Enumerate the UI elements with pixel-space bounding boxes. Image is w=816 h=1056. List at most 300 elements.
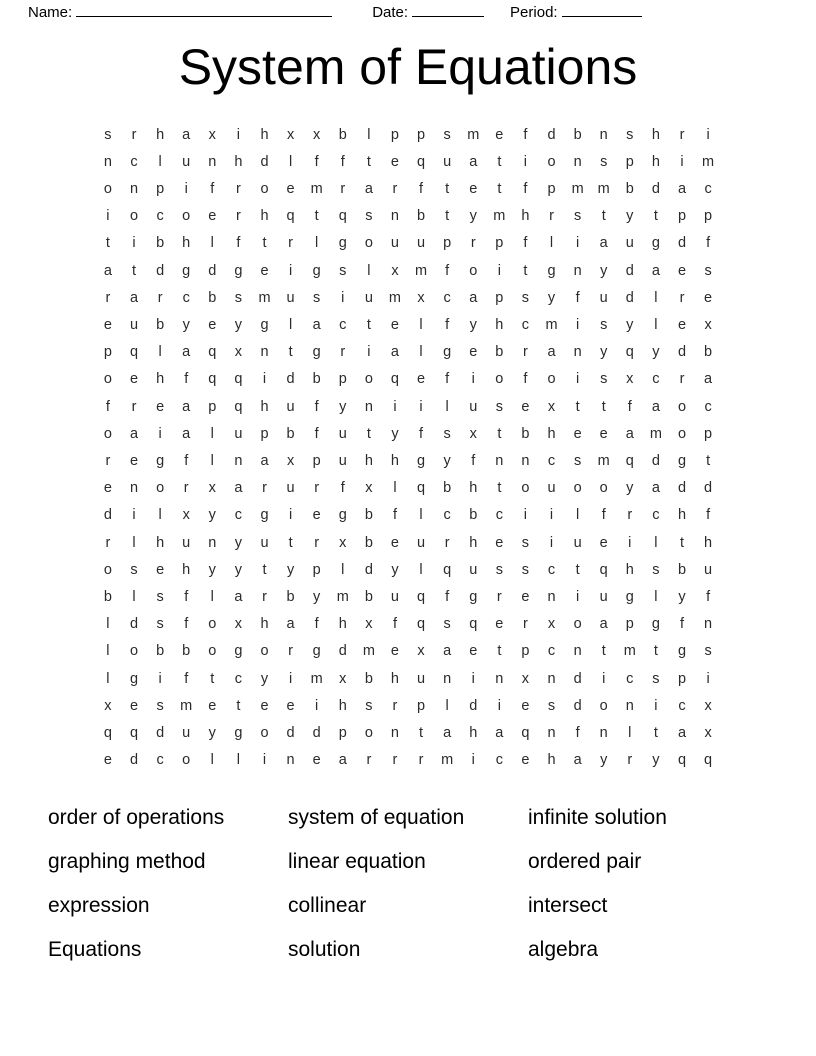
letter-cell[interactable]: t	[210, 670, 215, 687]
letter-cell[interactable]: u	[338, 452, 347, 469]
letter-cell[interactable]: t	[679, 534, 684, 551]
letter-cell[interactable]: o	[260, 643, 269, 660]
letter-cell[interactable]: g	[156, 452, 165, 469]
letter-cell[interactable]: t	[653, 208, 658, 225]
letter-cell[interactable]: a	[286, 616, 295, 633]
letter-cell[interactable]: a	[547, 344, 556, 361]
letter-cell[interactable]: r	[523, 616, 528, 633]
letter-cell[interactable]: f	[184, 670, 189, 687]
letter-cell[interactable]: t	[445, 208, 450, 225]
letter-cell[interactable]: y	[391, 561, 399, 578]
letter-cell[interactable]: l	[419, 561, 423, 578]
letter-cell[interactable]: o	[364, 371, 373, 388]
letter-cell[interactable]: r	[314, 480, 320, 497]
letter-cell[interactable]: e	[495, 126, 504, 143]
letter-cell[interactable]: p	[704, 425, 713, 442]
letter-cell[interactable]: x	[704, 697, 712, 714]
letter-cell[interactable]: o	[677, 398, 687, 415]
letter-cell[interactable]: x	[469, 425, 477, 442]
letter-cell[interactable]: t	[601, 398, 606, 415]
letter-cell[interactable]: l	[575, 507, 580, 524]
letter-cell[interactable]: a	[495, 724, 504, 741]
letter-cell[interactable]: m	[571, 180, 584, 197]
letter-cell[interactable]: n	[573, 643, 582, 660]
letter-cell[interactable]: g	[417, 452, 426, 469]
letter-cell[interactable]: a	[651, 480, 660, 497]
letter-cell[interactable]: b	[443, 480, 452, 497]
letter-cell[interactable]: f	[314, 153, 319, 170]
letter-cell[interactable]: n	[704, 616, 713, 633]
letter-cell[interactable]: u	[260, 534, 269, 551]
letter-cell[interactable]: f	[314, 425, 319, 442]
letter-cell[interactable]: x	[704, 316, 712, 333]
letter-cell[interactable]: h	[469, 724, 478, 741]
letter-cell[interactable]: g	[338, 507, 347, 524]
letter-cell[interactable]: t	[497, 425, 502, 442]
letter-cell[interactable]: h	[469, 534, 478, 551]
letter-cell[interactable]: p	[338, 724, 347, 741]
letter-cell[interactable]: d	[364, 561, 373, 578]
letter-cell[interactable]: s	[495, 561, 503, 578]
letter-cell[interactable]: e	[704, 289, 713, 306]
letter-cell[interactable]: t	[706, 452, 711, 469]
letter-cell[interactable]: s	[547, 697, 556, 714]
letter-cell[interactable]: a	[677, 180, 687, 197]
letter-cell[interactable]: f	[601, 507, 606, 524]
letter-cell[interactable]: d	[260, 153, 269, 170]
letter-cell[interactable]: s	[600, 371, 608, 388]
letter-cell[interactable]: a	[182, 425, 191, 442]
letter-cell[interactable]: b	[625, 180, 634, 197]
letter-cell[interactable]: r	[679, 126, 685, 143]
letter-cell[interactable]: l	[654, 316, 658, 333]
letter-cell[interactable]: u	[286, 289, 295, 306]
letter-cell[interactable]: y	[339, 398, 347, 415]
letter-cell[interactable]: b	[573, 126, 582, 143]
letter-cell[interactable]: n	[103, 153, 112, 170]
letter-cell[interactable]: e	[417, 371, 426, 388]
letter-cell[interactable]: b	[208, 289, 217, 306]
letter-cell[interactable]: y	[626, 480, 634, 497]
letter-cell[interactable]: h	[651, 153, 660, 170]
letter-cell[interactable]: o	[364, 235, 373, 252]
letter-cell[interactable]: e	[573, 425, 582, 442]
letter-cell[interactable]: b	[417, 208, 426, 225]
letter-cell[interactable]: u	[469, 561, 478, 578]
letter-cell[interactable]: n	[599, 126, 608, 143]
letter-cell[interactable]: s	[521, 534, 530, 551]
letter-cell[interactable]: a	[704, 371, 713, 388]
letter-cell[interactable]: m	[623, 643, 636, 660]
letter-cell[interactable]: r	[627, 507, 633, 524]
letter-cell[interactable]: e	[469, 344, 478, 361]
letter-cell[interactable]: i	[549, 507, 554, 524]
letter-cell[interactable]: y	[600, 262, 608, 279]
letter-cell[interactable]: o	[547, 371, 556, 388]
letter-cell[interactable]: y	[391, 425, 399, 442]
letter-cell[interactable]: f	[445, 316, 450, 333]
letter-cell[interactable]: x	[521, 670, 530, 687]
letter-cell[interactable]: l	[393, 480, 397, 497]
letter-cell[interactable]: f	[445, 371, 450, 388]
letter-cell[interactable]: g	[677, 643, 687, 660]
letter-cell[interactable]: r	[105, 289, 111, 306]
letter-cell[interactable]: p	[103, 344, 112, 361]
word-list-item[interactable]: system of equation	[288, 806, 465, 830]
letter-cell[interactable]: h	[625, 561, 634, 578]
letter-cell[interactable]: t	[366, 316, 371, 333]
letter-cell[interactable]: g	[312, 643, 321, 660]
letter-cell[interactable]: e	[521, 752, 530, 769]
letter-cell[interactable]: x	[313, 126, 321, 143]
letter-cell[interactable]: c	[130, 153, 138, 170]
letter-cell[interactable]: i	[523, 153, 528, 170]
period-field[interactable]	[510, 3, 642, 21]
letter-cell[interactable]: o	[364, 724, 373, 741]
letter-cell[interactable]: c	[234, 670, 243, 687]
letter-cell[interactable]: a	[312, 316, 321, 333]
letter-cell[interactable]: u	[182, 153, 191, 170]
letter-cell[interactable]: y	[626, 208, 634, 225]
letter-cell[interactable]: i	[471, 752, 475, 769]
letter-cell[interactable]: f	[184, 616, 189, 633]
letter-cell[interactable]: b	[103, 588, 112, 605]
letter-cell[interactable]: h	[260, 126, 269, 143]
letter-cell[interactable]: n	[625, 697, 634, 714]
letter-cell[interactable]: q	[417, 588, 426, 605]
letter-cell[interactable]: l	[158, 507, 162, 524]
letter-cell[interactable]: g	[677, 452, 687, 469]
letter-cell[interactable]: u	[599, 289, 608, 306]
letter-cell[interactable]: i	[262, 371, 267, 388]
letter-cell[interactable]: f	[184, 452, 189, 469]
letter-cell[interactable]: s	[600, 316, 608, 333]
letter-cell[interactable]: q	[103, 724, 112, 741]
letter-cell[interactable]: g	[651, 235, 660, 252]
letter-cell[interactable]: h	[156, 534, 165, 551]
letter-cell[interactable]: i	[288, 507, 293, 524]
letter-cell[interactable]: p	[495, 289, 504, 306]
letter-cell[interactable]: a	[103, 262, 112, 279]
letter-cell[interactable]: f	[523, 126, 528, 143]
letter-cell[interactable]: n	[234, 452, 243, 469]
letter-cell[interactable]: y	[260, 670, 269, 687]
letter-cell[interactable]: a	[129, 289, 139, 306]
letter-cell[interactable]: r	[627, 752, 633, 769]
letter-cell[interactable]: r	[392, 697, 398, 714]
letter-cell[interactable]: i	[132, 507, 136, 524]
letter-cell[interactable]: f	[419, 180, 424, 197]
letter-cell[interactable]: r	[523, 344, 528, 361]
letter-cell[interactable]: f	[706, 235, 711, 252]
letter-cell[interactable]: y	[234, 316, 243, 333]
letter-cell[interactable]: d	[625, 262, 634, 279]
letter-cell[interactable]: p	[625, 616, 634, 633]
letter-cell[interactable]: e	[208, 316, 217, 333]
letter-cell[interactable]: e	[390, 643, 399, 660]
letter-cell[interactable]: x	[339, 670, 347, 687]
letter-cell[interactable]: y	[652, 752, 660, 769]
letter-cell[interactable]: g	[469, 588, 478, 605]
letter-cell[interactable]: y	[286, 561, 295, 578]
letter-cell[interactable]: i	[236, 126, 240, 143]
letter-cell[interactable]: p	[417, 697, 426, 714]
letter-cell[interactable]: i	[549, 534, 554, 551]
letter-cell[interactable]: n	[286, 752, 295, 769]
letter-cell[interactable]: i	[471, 670, 475, 687]
letter-cell[interactable]: m	[415, 262, 428, 279]
letter-cell[interactable]: b	[521, 425, 530, 442]
letter-cell[interactable]: c	[626, 670, 634, 687]
letter-cell[interactable]: c	[495, 752, 503, 769]
letter-cell[interactable]: b	[364, 507, 373, 524]
letter-cell[interactable]: q	[599, 561, 608, 578]
letter-cell[interactable]: p	[156, 180, 165, 197]
letter-cell[interactable]: y	[626, 316, 634, 333]
letter-cell[interactable]: n	[260, 344, 269, 361]
letter-cell[interactable]: b	[338, 126, 347, 143]
letter-cell[interactable]: g	[260, 507, 269, 524]
letter-cell[interactable]: a	[364, 180, 373, 197]
letter-cell[interactable]: o	[103, 180, 112, 197]
letter-cell[interactable]: a	[390, 344, 399, 361]
letter-cell[interactable]: o	[182, 752, 191, 769]
letter-cell[interactable]: c	[156, 752, 164, 769]
letter-cell[interactable]: b	[677, 561, 687, 578]
letter-cell[interactable]: r	[314, 534, 320, 551]
letter-cell[interactable]: x	[208, 126, 216, 143]
letter-cell[interactable]: e	[103, 480, 112, 497]
word-list-item[interactable]: intersect	[528, 894, 608, 918]
letter-cell[interactable]: l	[106, 616, 110, 633]
letter-cell[interactable]: u	[338, 425, 347, 442]
letter-cell[interactable]: l	[654, 289, 658, 306]
letter-cell[interactable]: l	[106, 670, 110, 687]
letter-cell[interactable]: y	[600, 344, 608, 361]
word-list-item[interactable]: expression	[48, 894, 150, 918]
letter-cell[interactable]: f	[314, 398, 319, 415]
letter-cell[interactable]: s	[234, 289, 243, 306]
word-list-item[interactable]: order of operations	[48, 806, 225, 830]
letter-cell[interactable]: e	[156, 561, 165, 578]
letter-cell[interactable]: g	[129, 670, 139, 687]
letter-cell[interactable]: l	[549, 235, 554, 252]
letter-cell[interactable]: f	[627, 398, 632, 415]
letter-cell[interactable]: d	[208, 262, 217, 279]
letter-cell[interactable]: s	[104, 126, 112, 143]
letter-cell[interactable]: d	[677, 344, 687, 361]
name-input-rule[interactable]	[76, 3, 332, 17]
letter-cell[interactable]: i	[132, 235, 136, 252]
letter-cell[interactable]: q	[443, 561, 452, 578]
letter-cell[interactable]: r	[392, 752, 398, 769]
letter-cell[interactable]: i	[497, 697, 501, 714]
letter-cell[interactable]: u	[182, 534, 191, 551]
letter-cell[interactable]: i	[315, 697, 319, 714]
letter-cell[interactable]: m	[702, 153, 715, 170]
word-list-item[interactable]: Equations	[48, 938, 142, 962]
letter-cell[interactable]: x	[234, 344, 243, 361]
letter-cell[interactable]: e	[677, 316, 687, 333]
letter-cell[interactable]: t	[366, 153, 371, 170]
letter-cell[interactable]: f	[210, 180, 215, 197]
letter-cell[interactable]: o	[260, 724, 269, 741]
letter-cell[interactable]: y	[469, 316, 477, 333]
letter-cell[interactable]: p	[208, 398, 217, 415]
letter-cell[interactable]: f	[523, 180, 528, 197]
letter-cell[interactable]: l	[158, 344, 162, 361]
letter-cell[interactable]: p	[260, 425, 269, 442]
letter-cell[interactable]: n	[495, 452, 504, 469]
letter-cell[interactable]: q	[129, 344, 139, 361]
letter-cell[interactable]: p	[677, 670, 687, 687]
letter-cell[interactable]: o	[103, 371, 112, 388]
word-list-item[interactable]: algebra	[528, 938, 599, 962]
letter-cell[interactable]: s	[600, 153, 608, 170]
letter-cell[interactable]: h	[547, 752, 556, 769]
letter-cell[interactable]: r	[157, 289, 163, 306]
letter-cell[interactable]: o	[182, 208, 191, 225]
letter-cell[interactable]: s	[652, 561, 660, 578]
letter-cell[interactable]: n	[129, 180, 139, 197]
letter-cell[interactable]: e	[390, 316, 399, 333]
letter-cell[interactable]: t	[601, 643, 606, 660]
letter-cell[interactable]: b	[364, 534, 373, 551]
letter-cell[interactable]: e	[129, 452, 139, 469]
letter-cell[interactable]: t	[575, 561, 580, 578]
letter-cell[interactable]: u	[417, 670, 426, 687]
letter-cell[interactable]: n	[573, 153, 582, 170]
letter-cell[interactable]: n	[390, 208, 399, 225]
letter-cell[interactable]: o	[129, 208, 139, 225]
letter-cell[interactable]: u	[286, 398, 295, 415]
letter-cell[interactable]: a	[677, 724, 687, 741]
letter-cell[interactable]: n	[573, 344, 582, 361]
letter-cell[interactable]: a	[443, 643, 452, 660]
word-list-item[interactable]: graphing method	[48, 850, 206, 874]
letter-cell[interactable]: s	[365, 208, 373, 225]
letter-cell[interactable]: g	[312, 262, 321, 279]
letter-cell[interactable]: f	[340, 153, 345, 170]
letter-cell[interactable]: e	[260, 697, 269, 714]
letter-cell[interactable]: p	[547, 180, 556, 197]
letter-cell[interactable]: u	[286, 480, 295, 497]
letter-cell[interactable]: a	[338, 752, 347, 769]
letter-cell[interactable]: r	[340, 180, 346, 197]
letter-cell[interactable]: r	[340, 344, 346, 361]
letter-cell[interactable]: h	[547, 425, 556, 442]
letter-cell[interactable]: d	[286, 724, 295, 741]
letter-cell[interactable]: d	[625, 289, 634, 306]
letter-cell[interactable]: b	[704, 344, 713, 361]
letter-cell[interactable]: y	[678, 588, 686, 605]
letter-cell[interactable]: x	[365, 616, 373, 633]
letter-cell[interactable]: q	[469, 616, 478, 633]
letter-cell[interactable]: a	[182, 344, 191, 361]
letter-cell[interactable]: i	[497, 262, 501, 279]
letter-cell[interactable]: h	[260, 398, 269, 415]
letter-cell[interactable]: f	[340, 480, 345, 497]
letter-cell[interactable]: o	[495, 371, 504, 388]
letter-cell[interactable]: h	[469, 480, 478, 497]
letter-cell[interactable]: e	[495, 534, 504, 551]
letter-cell[interactable]: p	[625, 153, 634, 170]
letter-cell[interactable]: s	[495, 398, 503, 415]
letter-cell[interactable]: l	[419, 507, 423, 524]
letter-cell[interactable]: f	[392, 616, 397, 633]
letter-cell[interactable]: a	[651, 398, 660, 415]
letter-cell[interactable]: t	[314, 208, 319, 225]
letter-cell[interactable]: c	[234, 507, 243, 524]
letter-cell[interactable]: c	[704, 398, 712, 415]
letter-cell[interactable]: e	[521, 697, 530, 714]
letter-cell[interactable]: d	[573, 670, 582, 687]
letter-cell[interactable]: y	[182, 316, 190, 333]
letter-cell[interactable]: u	[599, 588, 608, 605]
letter-cell[interactable]: q	[234, 371, 243, 388]
letter-cell[interactable]: s	[521, 289, 530, 306]
letter-cell[interactable]: h	[390, 670, 399, 687]
letter-cell[interactable]: t	[288, 534, 293, 551]
letter-cell[interactable]: m	[258, 289, 271, 306]
letter-cell[interactable]: m	[597, 452, 610, 469]
letter-cell[interactable]: g	[625, 588, 634, 605]
letter-cell[interactable]: l	[419, 316, 423, 333]
letter-cell[interactable]: g	[547, 262, 556, 279]
letter-cell[interactable]: i	[367, 344, 371, 361]
letter-cell[interactable]: q	[704, 752, 713, 769]
letter-cell[interactable]: p	[704, 208, 713, 225]
letter-cell[interactable]: q	[208, 371, 217, 388]
letter-cell[interactable]: e	[390, 534, 399, 551]
letter-cell[interactable]: b	[312, 371, 321, 388]
letter-cell[interactable]: n	[599, 724, 608, 741]
letter-cell[interactable]: s	[521, 561, 530, 578]
letter-cell[interactable]: h	[182, 561, 191, 578]
letter-cell[interactable]: n	[495, 670, 504, 687]
letter-cell[interactable]: m	[388, 289, 401, 306]
letter-cell[interactable]: d	[677, 480, 687, 497]
letter-cell[interactable]: f	[419, 425, 424, 442]
letter-cell[interactable]: h	[260, 208, 269, 225]
letter-cell[interactable]: l	[288, 153, 293, 170]
letter-cell[interactable]: a	[182, 126, 191, 143]
letter-cell[interactable]: d	[129, 616, 139, 633]
letter-cell[interactable]: n	[208, 153, 217, 170]
letter-cell[interactable]: d	[677, 235, 687, 252]
letter-cell[interactable]: x	[182, 507, 190, 524]
letter-cell[interactable]: c	[652, 507, 660, 524]
letter-cell[interactable]: d	[103, 507, 112, 524]
letter-cell[interactable]: e	[129, 371, 139, 388]
letter-cell[interactable]: r	[262, 480, 267, 497]
letter-cell[interactable]: r	[418, 752, 424, 769]
letter-cell[interactable]: p	[443, 235, 452, 252]
letter-cell[interactable]: a	[182, 398, 191, 415]
letter-cell[interactable]: d	[573, 697, 582, 714]
letter-cell[interactable]: f	[184, 371, 189, 388]
letter-cell[interactable]: s	[339, 262, 347, 279]
letter-cell[interactable]: f	[706, 507, 711, 524]
letter-cell[interactable]: b	[469, 507, 478, 524]
letter-cell[interactable]: r	[679, 371, 685, 388]
letter-cell[interactable]: g	[234, 262, 243, 279]
letter-cell[interactable]: s	[313, 289, 321, 306]
letter-cell[interactable]: g	[234, 724, 243, 741]
letter-cell[interactable]: m	[597, 180, 610, 197]
letter-cell[interactable]: n	[547, 670, 556, 687]
letter-cell[interactable]: o	[208, 616, 217, 633]
